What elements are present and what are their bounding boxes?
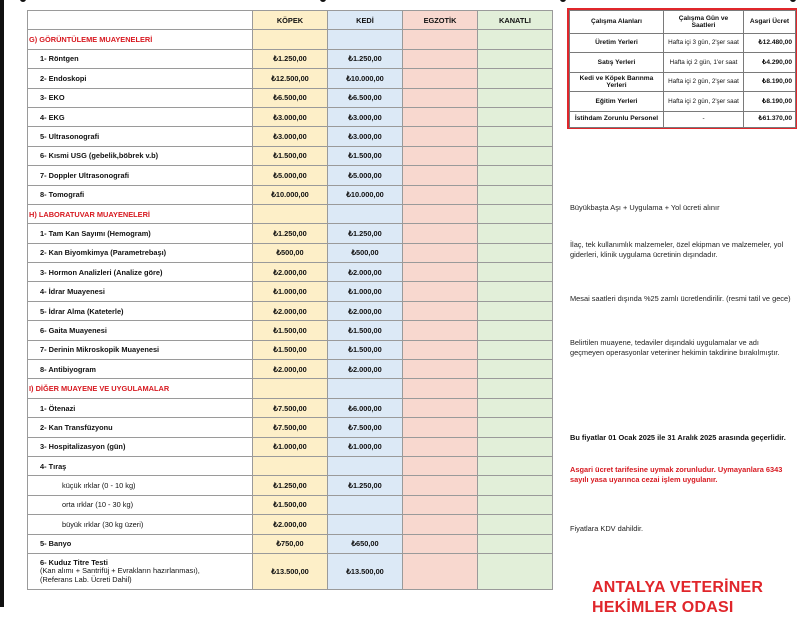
- price-kanatli: [478, 301, 553, 320]
- table-row: [28, 321, 553, 340]
- service-label: 7- Derinin Mikroskopik Muayenesi: [28, 340, 253, 359]
- price-kanatli: [478, 49, 553, 68]
- table-row: [28, 495, 553, 514]
- wage-header-area: Çalışma Alanları: [570, 11, 664, 34]
- service-label: 8- Tomografi: [28, 185, 253, 204]
- note-after-hours: Mesai saatleri dışında %25 zamlı ücretlendirilir. (resmi tatil ve gece): [570, 294, 791, 303]
- page-left-border: [0, 0, 4, 607]
- price-kopek: ₺1.000,00: [253, 437, 328, 456]
- service-label: 7- Doppler Ultrasonografi: [28, 166, 253, 185]
- price-kedi: [328, 456, 403, 475]
- price-egzotik: [403, 456, 478, 475]
- price-kopek: ₺7.500,00: [253, 398, 328, 417]
- wage-area: Satış Yerleri: [570, 53, 664, 72]
- price-egzotik: [403, 88, 478, 107]
- price-kedi: ₺1.500,00: [328, 340, 403, 359]
- price-kanatli: [478, 321, 553, 340]
- price-kanatli: [478, 340, 553, 359]
- note-vet-discretion: Belirtilen muayene, tedaviler dışındaki uygulamalar ve adı geçmeyen operasyonlar veteriner hekimin takdirine bırakılmıştır.: [570, 338, 780, 357]
- price-egzotik: [403, 49, 478, 68]
- price-kedi: ₺6.500,00: [328, 88, 403, 107]
- wage-row: [570, 92, 796, 111]
- section-header: [28, 379, 553, 398]
- kuduz-line-2: (Kan alımı + Santrifüj + Evrakların hazırlanması),: [40, 566, 200, 576]
- price-egzotik: [403, 476, 478, 495]
- price-kopek: ₺5.000,00: [253, 166, 328, 185]
- wage-header-amount: Asgari Ücret: [744, 11, 796, 34]
- wage-amount: ₺4.290,00: [744, 53, 796, 72]
- price-kedi: ₺650,00: [328, 534, 403, 553]
- price-kanatli: [478, 515, 553, 534]
- header-blank: [28, 11, 253, 30]
- price-kopek: [253, 456, 328, 475]
- minimum-wage-box: [567, 8, 797, 129]
- price-kedi: ₺1.000,00: [328, 282, 403, 301]
- price-kedi: [328, 515, 403, 534]
- price-kanatli: [478, 166, 553, 185]
- table-row: [28, 456, 553, 475]
- price-kopek: ₺500,00: [253, 243, 328, 262]
- service-label: 6- Kısmi USG (gebelik,böbrek v.b): [28, 146, 253, 165]
- table-row: [28, 49, 553, 68]
- price-egzotik: [403, 495, 478, 514]
- price-kanatli: [478, 398, 553, 417]
- price-kedi: ₺1.000,00: [328, 437, 403, 456]
- note-validity: Bu fiyatlar 01 Ocak 2025 ile 31 Aralık 2025 arasında geçerlidir.: [570, 433, 786, 442]
- service-label: 4- EKG: [28, 107, 253, 126]
- service-label: 6- Gaita Muayenesi: [28, 321, 253, 340]
- price-kedi: ₺2.000,00: [328, 301, 403, 320]
- price-kanatli: [478, 282, 553, 301]
- price-kanatli: [478, 88, 553, 107]
- brand-line-1: ANTALYA VETERİNER: [592, 579, 764, 596]
- price-kedi: ₺6.000,00: [328, 398, 403, 417]
- section-title: I) DİĞER MUAYENE VE UYGULAMALAR: [28, 379, 253, 398]
- note-legal-warning: Asgari ücret tarifesine uymak zorunludur. Uymayanlara 6343 sayılı yasa uyarınca cezai işlem uygulanır.: [570, 465, 783, 484]
- price-kanatli: [478, 534, 553, 553]
- wage-amount: ₺61.370,00: [744, 111, 796, 127]
- price-kedi: ₺3.000,00: [328, 107, 403, 126]
- table-row: [28, 398, 553, 417]
- price-kedi: ₺1.500,00: [328, 321, 403, 340]
- service-label: 3- EKO: [28, 88, 253, 107]
- price-kanatli: [478, 456, 553, 475]
- price-egzotik: [403, 166, 478, 185]
- note-excluded-items: İlaç, tek kullanımlık malzemeler, özel ekipman ve malzemeler, yol giderleri, klinik uygulama ücretinin dışındadır.: [570, 240, 784, 259]
- price-egzotik: [403, 515, 478, 534]
- section-title: G) GÖRÜNTÜLEME MUAYENELERİ: [28, 30, 253, 49]
- price-kopek: ₺750,00: [253, 534, 328, 553]
- price-egzotik: [403, 282, 478, 301]
- price-kanatli: [478, 476, 553, 495]
- price-egzotik: [403, 185, 478, 204]
- service-label: 1- Röntgen: [28, 49, 253, 68]
- note-cattle: Büyükbaşta Aşı + Uygulama + Yol ücreti alınır: [570, 203, 720, 212]
- price-kopek: ₺3.000,00: [253, 107, 328, 126]
- price-kedi: [328, 495, 403, 514]
- table-row: [28, 88, 553, 107]
- price-kanatli: [478, 127, 553, 146]
- price-kopek: ₺7.500,00: [253, 418, 328, 437]
- wage-amount: ₺12.480,00: [744, 34, 796, 53]
- table-row: [28, 360, 553, 379]
- price-table-header: [28, 11, 553, 30]
- wage-area: Kedi ve Köpek Barınma Yerleri: [570, 72, 664, 91]
- table-row: [28, 127, 553, 146]
- price-kanatli: [478, 263, 553, 282]
- price-kedi: ₺2.000,00: [328, 360, 403, 379]
- price-table-body: [28, 30, 553, 590]
- wage-area: İstihdam Zorunlu Personel: [570, 111, 664, 127]
- service-label: 8- Antibiyogram: [28, 360, 253, 379]
- price-kanatli: [478, 437, 553, 456]
- table-row: [28, 224, 553, 243]
- price-egzotik: [403, 301, 478, 320]
- price-egzotik: [403, 127, 478, 146]
- table-row: [28, 166, 553, 185]
- wage-hours: Hafta içi 2 gün, 1'er saat: [664, 53, 744, 72]
- table-row: [28, 437, 553, 456]
- table-row: [28, 243, 553, 262]
- price-kanatli: [478, 69, 553, 88]
- wage-area: Eğitim Yerleri: [570, 92, 664, 111]
- price-kanatli: [478, 185, 553, 204]
- table-row: [28, 263, 553, 282]
- section-header: [28, 204, 553, 223]
- price-kedi: ₺7.500,00: [328, 418, 403, 437]
- price-kopek: ₺2.000,00: [253, 515, 328, 534]
- price-kopek: ₺2.000,00: [253, 360, 328, 379]
- table-row: [28, 282, 553, 301]
- service-label: büyük ırklar (30 kg üzeri): [28, 515, 253, 534]
- price-kanatli: [478, 418, 553, 437]
- service-label: 3- Hospitalizasyon (gün): [28, 437, 253, 456]
- price-kopek: ₺1.250,00: [253, 476, 328, 495]
- header-kanatli: KANATLI: [478, 11, 553, 30]
- price-egzotik: [403, 398, 478, 417]
- section-title: H) LABORATUVAR MUAYENELERİ: [28, 204, 253, 223]
- wage-row: [570, 53, 796, 72]
- service-label: 5- İdrar Alma (Kateterle): [28, 301, 253, 320]
- service-label: 5- Banyo: [28, 534, 253, 553]
- price-kanatli: [478, 243, 553, 262]
- wage-row: [570, 111, 796, 127]
- price-egzotik: [403, 321, 478, 340]
- brand-line-2: HEKİMLER ODASI: [592, 599, 734, 616]
- price-kedi: ₺3.000,00: [328, 127, 403, 146]
- service-label: 2- Kan Transfüzyonu: [28, 418, 253, 437]
- wage-row: [570, 34, 796, 53]
- price-egzotik: [403, 263, 478, 282]
- wage-header-hours: Çalışma Gün ve Saatleri: [664, 11, 744, 34]
- header-egzotik: EGZOTİK: [403, 11, 478, 30]
- header-kedi: KEDİ: [328, 11, 403, 30]
- price-kedi: ₺5.000,00: [328, 166, 403, 185]
- service-label: 2- Kan Biyomkimya (Parametrebaşı): [28, 243, 253, 262]
- kuduz-line-1: 6- Kuduz Titre Testi: [40, 557, 108, 567]
- price-kanatli: [478, 553, 553, 589]
- price-egzotik: [403, 107, 478, 126]
- service-label: 1- Tam Kan Sayımı (Hemogram): [28, 224, 253, 243]
- price-kanatli: [478, 107, 553, 126]
- wage-amount: ₺8.190,00: [744, 72, 796, 91]
- price-kanatli: [478, 224, 553, 243]
- price-egzotik: [403, 418, 478, 437]
- price-kedi: ₺1.250,00: [328, 224, 403, 243]
- price-kedi: ₺10.000,00: [328, 69, 403, 88]
- minimum-wage-table: [569, 10, 796, 128]
- price-kopek: ₺1.500,00: [253, 146, 328, 165]
- service-label: 2- Endoskopi: [28, 69, 253, 88]
- price-kanatli: [478, 495, 553, 514]
- section-header: [28, 30, 553, 49]
- price-egzotik: [403, 340, 478, 359]
- price-kedi: ₺2.000,00: [328, 263, 403, 282]
- price-kanatli: [478, 146, 553, 165]
- wage-amount: ₺8.190,00: [744, 92, 796, 111]
- price-kedi: ₺1.250,00: [328, 476, 403, 495]
- price-kopek: ₺1.250,00: [253, 49, 328, 68]
- table-row: [28, 107, 553, 126]
- price-kopek: ₺12.500,00: [253, 69, 328, 88]
- price-egzotik: [403, 146, 478, 165]
- price-egzotik: [403, 437, 478, 456]
- price-kopek: ₺1.250,00: [253, 224, 328, 243]
- table-row: [28, 418, 553, 437]
- price-kedi: ₺1.250,00: [328, 49, 403, 68]
- table-row: [28, 301, 553, 320]
- price-kopek: ₺1.500,00: [253, 495, 328, 514]
- wage-hours: -: [664, 111, 744, 127]
- kuduz-line-3: (Referans Lab. Ücreti Dahil): [40, 574, 132, 584]
- header-kopek: KÖPEK: [253, 11, 328, 30]
- price-kopek: ₺1.500,00: [253, 321, 328, 340]
- wage-area: Üretim Yerleri: [570, 34, 664, 53]
- service-label: orta ırklar (10 - 30 kg): [28, 495, 253, 514]
- price-kedi: ₺13.500,00: [328, 553, 403, 589]
- price-kedi: ₺10.000,00: [328, 185, 403, 204]
- table-row: [28, 146, 553, 165]
- wage-hours: Hafta içi 2 gün, 2'şer saat: [664, 72, 744, 91]
- table-row: [28, 534, 553, 553]
- wage-row: [570, 72, 796, 91]
- chamber-brand: [592, 578, 792, 618]
- price-egzotik: [403, 69, 478, 88]
- table-row-kuduz: [28, 553, 553, 589]
- service-label-kuduz: [28, 553, 253, 589]
- table-row: [28, 476, 553, 495]
- price-kopek: ₺10.000,00: [253, 185, 328, 204]
- top-clipped-graphic: [0, 0, 800, 4]
- price-kopek: ₺6.500,00: [253, 88, 328, 107]
- price-kopek: ₺13.500,00: [253, 553, 328, 589]
- price-kopek: ₺1.000,00: [253, 282, 328, 301]
- service-label: 4- İdrar Muayenesi: [28, 282, 253, 301]
- service-label: 3- Hormon Analizleri (Analize göre): [28, 263, 253, 282]
- table-row: [28, 340, 553, 359]
- price-table: [27, 10, 553, 590]
- price-kopek: ₺3.000,00: [253, 127, 328, 146]
- note-vat: Fiyatlara KDV dahildir.: [570, 524, 644, 533]
- wage-table-header: [570, 11, 796, 34]
- price-kopek: ₺1.500,00: [253, 340, 328, 359]
- price-egzotik: [403, 534, 478, 553]
- service-label: 1- Ötenazi: [28, 398, 253, 417]
- wage-hours: Hafta içi 3 gün, 2'şer saat: [664, 34, 744, 53]
- price-egzotik: [403, 360, 478, 379]
- service-label: 5- Ultrasonografi: [28, 127, 253, 146]
- price-kedi: ₺500,00: [328, 243, 403, 262]
- service-label: 4- Tıraş: [28, 456, 253, 475]
- price-egzotik: [403, 243, 478, 262]
- service-label: küçük ırklar (0 - 10 kg): [28, 476, 253, 495]
- price-kanatli: [478, 360, 553, 379]
- table-row: [28, 185, 553, 204]
- price-egzotik: [403, 553, 478, 589]
- price-egzotik: [403, 224, 478, 243]
- price-kopek: ₺2.000,00: [253, 301, 328, 320]
- price-kedi: ₺1.500,00: [328, 146, 403, 165]
- price-kopek: ₺2.000,00: [253, 263, 328, 282]
- table-row: [28, 515, 553, 534]
- table-row: [28, 69, 553, 88]
- wage-hours: Hafta içi 2 gün, 2'şer saat: [664, 92, 744, 111]
